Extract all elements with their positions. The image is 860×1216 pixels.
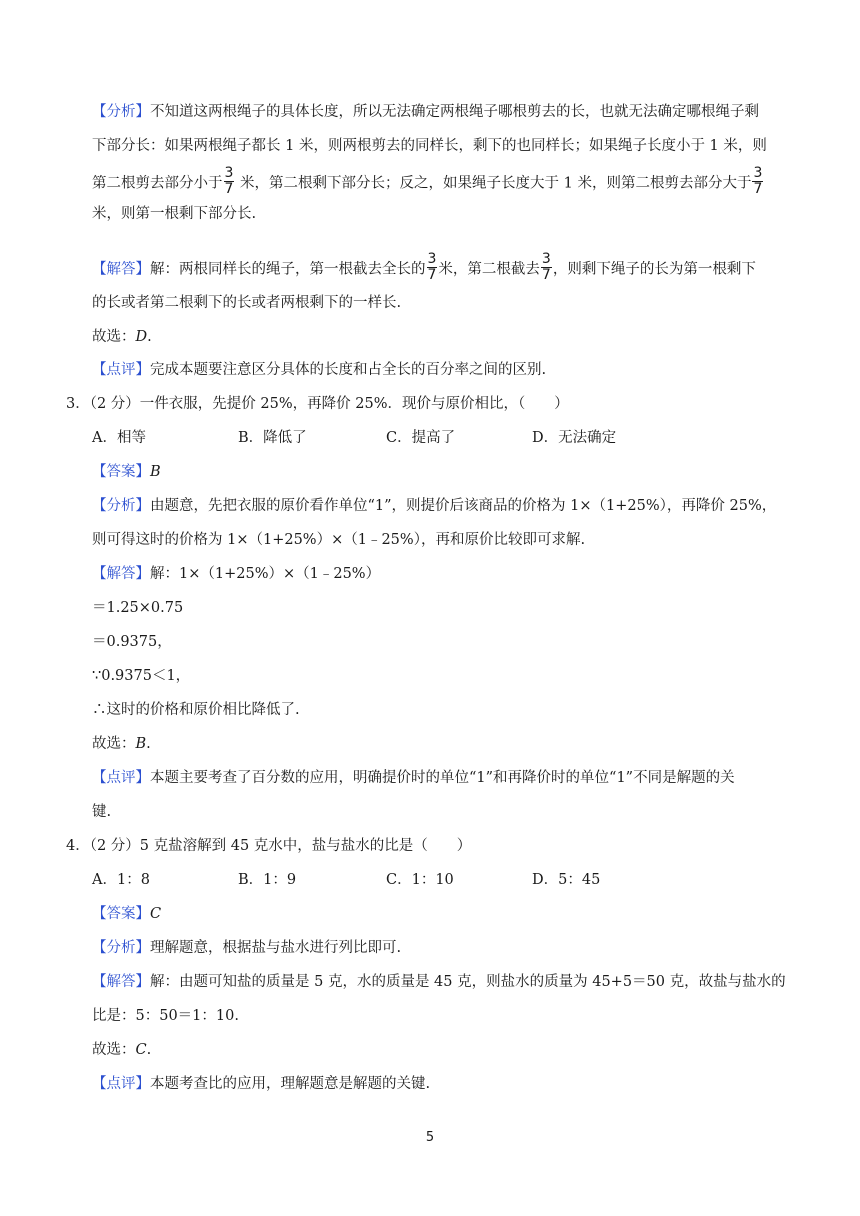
comment-tag: 【点评】 — [92, 1076, 150, 1092]
q4-key: 【答案】C — [92, 906, 162, 922]
q2-answer-line-1: 【解答】解：两根同样长的绳子，第一根截去全长的 $\frac{3}{7}$ 米，第二根截去 $\frac{3}{7}$ ，则剩下绳子的长为第一根剩下 — [92, 251, 756, 283]
q3-step-1: ＝1.25×0.75 — [92, 600, 184, 616]
q4-answer-line-1: 【解答】解：由题可知盐的质量是 5 克，水的质量是 45 克，则盐水的质量为 45+5＝50 克，故盐与盐水的 — [92, 974, 786, 990]
q2-analysis-line-2: 下部分长：如果两根绳子都长 1 米，则两根剪去的同样长，剩下的也同样长；如果绳子长度小于 1 米，则 — [92, 138, 767, 154]
q3-option-c: C．提高了 — [386, 430, 456, 446]
q4-option-c: C．1：10 — [386, 872, 454, 888]
q3-key: 【答案】B — [92, 464, 161, 480]
fraction-three-sevenths: $\frac{3}{7}$ — [224, 165, 234, 197]
answer-tag: 【解答】 — [92, 261, 150, 278]
q4-choose: 故选：C. — [92, 1042, 152, 1058]
fraction-three-sevenths: $\frac{3}{7}$ — [427, 251, 437, 283]
answer-tag: 【解答】 — [92, 974, 150, 990]
q4-comment: 【点评】本题考查比的应用，理解题意是解题的关键. — [92, 1076, 431, 1092]
analysis-tag: 【分析】 — [92, 940, 150, 956]
analysis-tag: 【分析】 — [92, 104, 150, 120]
q4-option-d: D．5：45 — [532, 872, 601, 888]
q3-comment-line-2: 键. — [92, 804, 112, 820]
q4-answer-line-2: 比是：5：50＝1：10. — [92, 1008, 239, 1024]
q2-answer-line-2: 的长或者第二根剩下的长或者两根剩下的一样长. — [92, 295, 402, 311]
q3-analysis-line-1: 【分析】由题意，先把衣服的原价看作单位“1”，则提价后该商品的价格为 1×（1+25%），再降价 25%， — [92, 498, 777, 514]
comment-tag: 【点评】 — [92, 362, 150, 378]
q4-analysis: 【分析】理解题意，根据盐与盐水进行列比即可. — [92, 940, 402, 956]
key-tag: 【答案】 — [92, 906, 150, 922]
q2-comment: 【点评】完成本题要注意区分具体的长度和占全长的百分率之间的区别. — [92, 362, 547, 378]
q3-step-3: ∵0.9375＜1， — [92, 668, 191, 684]
answer-tag: 【解答】 — [92, 566, 150, 582]
fraction-three-sevenths: $\frac{3}{7}$ — [753, 165, 763, 197]
q2-choose: 故选：D. — [92, 329, 152, 345]
q3-step-2: ＝0.9375， — [92, 634, 172, 650]
page-number: 5 — [425, 1130, 435, 1145]
q3-stem: 3．（2 分）一件衣服，先提价 25%，再降价 25%．现价与原价相比，（ ） — [66, 396, 569, 412]
q3-option-b: B．降低了 — [238, 430, 307, 446]
q3-analysis-line-2: 则可得这时的价格为 1×（1+25%）×（1﹣25%），再和原价比较即可求解. — [92, 532, 586, 548]
analysis-tag: 【分析】 — [92, 498, 150, 514]
q4-option-b: B．1：9 — [238, 872, 297, 888]
key-tag: 【答案】 — [92, 464, 150, 480]
q2-analysis-line-4: 米，则第一根剩下部分长. — [92, 206, 257, 222]
comment-tag: 【点评】 — [92, 770, 150, 786]
q3-option-a: A．相等 — [92, 430, 146, 446]
q3-choose: 故选：B. — [92, 736, 151, 752]
fraction-three-sevenths: $\frac{3}{7}$ — [541, 251, 551, 283]
q2-analysis-line-3: 第二根剪去部分小于 $\frac{3}{7}$ 米，第二根剩下部分长；反之，如果绳子长度大于 1 米，则第二根剪去部分大于 $\frac{3}{7}$ — [92, 165, 763, 197]
q3-comment-line-1: 【点评】本题主要考查了百分数的应用，明确提价时的单位“1”和再降价时的单位“1”不同是解题的关 — [92, 770, 735, 786]
q2-analysis-line-1: 【分析】不知道这两根绳子的具体长度，所以无法确定两根绳子哪根剪去的长，也就无法确定哪根绳子剩 — [92, 104, 759, 120]
q3-answer-line-1: 【解答】解：1×（1+25%）×（1﹣25%） — [92, 566, 381, 582]
q3-option-d: D．无法确定 — [532, 430, 617, 446]
q3-step-4: ∴这时的价格和原价相比降低了. — [92, 702, 300, 718]
q4-option-a: A．1：8 — [92, 872, 150, 888]
q4-stem: 4．（2 分）5 克盐溶解到 45 克水中，盐与盐水的比是（ ） — [66, 838, 472, 854]
